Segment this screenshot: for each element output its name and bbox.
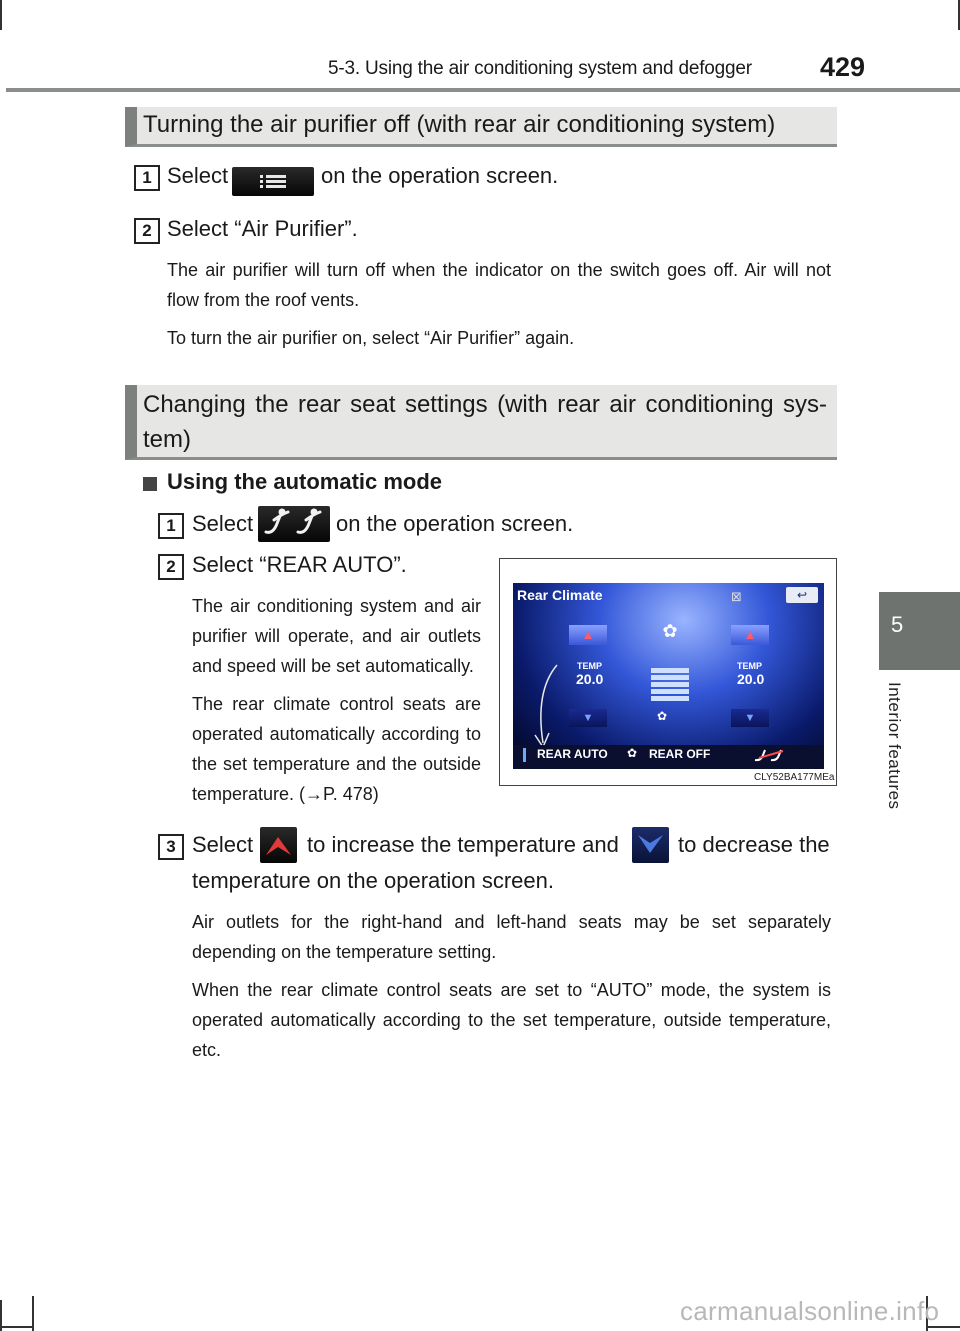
- image-code: CLY52BA177MEa: [754, 772, 835, 783]
- rear-auto-indicator: [523, 748, 526, 762]
- step-number: 2: [134, 218, 160, 244]
- left-temp-label: TEMP: [577, 661, 603, 671]
- note-rear-auto-seats: The rear climate control seats are operated automatically according to the set temperature and the outside temperature. (→P. 478): [192, 694, 481, 804]
- fan-icon: ✿: [662, 621, 678, 641]
- step-text-post: on the operation screen.: [321, 163, 559, 188]
- header-rule: [6, 88, 960, 92]
- rear-off-button: REAR OFF: [649, 747, 711, 761]
- chapter-number: 5: [891, 612, 904, 637]
- left-temp-up-icon: ▲: [569, 625, 607, 645]
- chapter-tab: [879, 592, 960, 670]
- step-number: 3: [158, 834, 184, 860]
- purifier-off-icon: ⊠: [731, 589, 742, 604]
- menu-list-icon: [232, 167, 314, 196]
- section-heading-air-purifier: Turning the air purifier off (with rear air conditioning system): [125, 107, 837, 147]
- step-text-post: on the operation screen.: [336, 511, 574, 536]
- heading-line: tem): [143, 426, 191, 453]
- fan-low-icon: ✿: [657, 709, 668, 723]
- note-rear-auto-operation: The air conditioning system and air purifier will operate, and air outlets and speed will be set automatically.: [192, 596, 481, 676]
- right-temp-label: TEMP: [737, 661, 763, 671]
- crop-mark: [0, 0, 2, 30]
- right-temp-value: 20.0: [737, 671, 765, 687]
- rear-auto-button: REAR AUTO: [537, 747, 608, 761]
- rear-climate-screen: [513, 583, 824, 769]
- crop-mark: [32, 1296, 34, 1331]
- section-heading-rear-seat: [125, 385, 837, 460]
- step-number: 2: [158, 554, 184, 580]
- temp-down-icon: [632, 827, 669, 863]
- step-text-mid: to increase the temperature and: [307, 832, 619, 857]
- note-auto-mode: When the rear climate control seats are set to “AUTO” mode, the system is operated automatically according to the set temperature, outside temperature, etc.: [192, 980, 831, 1060]
- chapter-label: Interior features: [885, 682, 904, 810]
- pointer-arrow-icon: [531, 661, 561, 751]
- left-temp-value: 20.0: [576, 671, 604, 687]
- bullet-square-icon: [143, 477, 157, 491]
- temp-up-icon: [260, 827, 297, 863]
- header-section-title: 5-3. Using the air conditioning system and defogger: [328, 58, 752, 79]
- rear-climate-screen-illustration: [499, 558, 837, 786]
- step-number: 1: [134, 165, 160, 191]
- step-text: Select “Air Purifier”.: [167, 216, 358, 241]
- page-number: 429: [820, 52, 866, 82]
- step-number: 1: [158, 513, 184, 539]
- step-text-pre: Select: [167, 163, 229, 188]
- crop-mark: [0, 1326, 34, 1328]
- right-temp-down-icon: ▼: [731, 709, 769, 727]
- left-temp-down-icon: ▼: [569, 709, 607, 727]
- note-air-outlets: Air outlets for the right-hand and left-hand seats may be set separately depending on the temperature setting.: [192, 912, 831, 962]
- step-text: Select “REAR AUTO”.: [192, 552, 407, 577]
- step-text-pre: Select: [192, 511, 254, 536]
- step-text-post: to decrease the: [678, 832, 830, 857]
- rear-seats-mini-icon: [753, 747, 787, 763]
- step-text-pre: Select: [192, 832, 254, 857]
- step-text-line2: temperature on the operation screen.: [192, 868, 555, 893]
- right-temp-up-icon: ▲: [731, 625, 769, 645]
- back-icon: ↩: [786, 587, 818, 603]
- screen-title: Rear Climate: [517, 587, 603, 603]
- rear-seats-icon: [258, 506, 330, 542]
- heading-line: Changing the rear seat settings (with rear air conditioning sys-: [143, 391, 827, 418]
- note-air-purifier-off: The air purifier will turn off when the indicator on the switch goes off. Air will not flow from the roof vents.: [167, 260, 831, 310]
- watermark: carmanualsonline.info: [680, 1296, 940, 1326]
- note-air-purifier-on: To turn the air purifier on, select “Air Purifier” again.: [167, 328, 575, 348]
- subheading-automatic-mode: Using the automatic mode: [167, 469, 443, 494]
- fan-speed-bars: [651, 668, 689, 704]
- fan-off-icon: ✿: [627, 746, 638, 760]
